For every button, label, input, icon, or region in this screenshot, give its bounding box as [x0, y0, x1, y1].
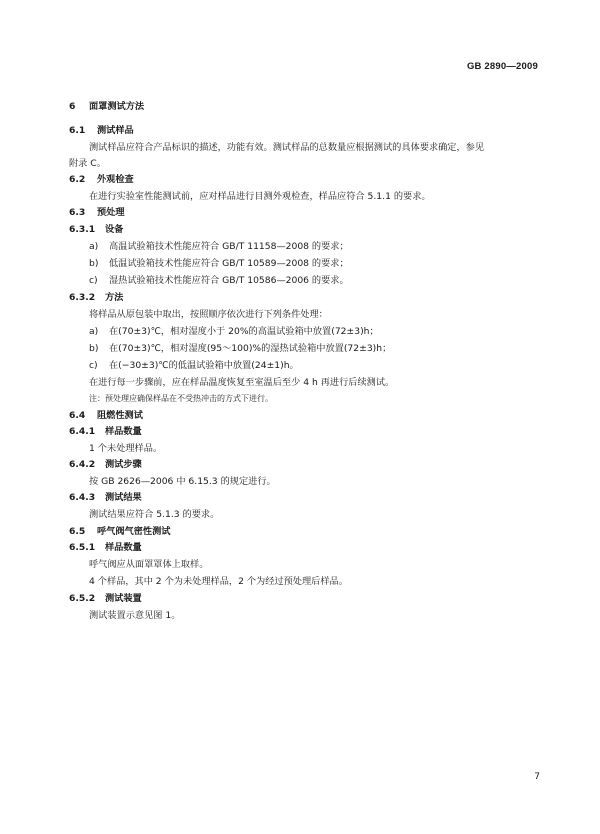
section-6-4-2-text: 按 GB 2626—2006 中 6.15.3 的规定进行。: [89, 476, 276, 487]
section-6-3-heading: 6.3 预处理: [69, 207, 125, 218]
section-6-4-3-heading: 6.4.3 测试结果: [69, 492, 142, 503]
section-6-3-2-intro: 将样品从原包装中取出，按照顺序依次进行下列条件处理：: [89, 309, 328, 320]
section-6-heading: 6 面罩测试方法: [69, 101, 145, 112]
section-6-3-1-heading: 6.3.1 设备: [69, 224, 124, 235]
section-6-4-2-heading: 6.4.2 测试步骤: [69, 459, 142, 470]
list-item: c) 湿热试验箱技术性能应符合 GB/T 10586—2006 的要求。: [89, 275, 349, 286]
list-item: b) 低温试验箱技术性能应符合 GB/T 10589—2008 的要求；: [89, 258, 349, 269]
page-number: 7: [534, 772, 540, 782]
section-6-5-1-text-line-2: 4 个样品，其中 2 个为未处理样品，2 个为经过预处理后样品。: [89, 576, 348, 587]
section-6-5-2-text: 测试装置示意见图 1。: [89, 610, 181, 621]
list-item: a) 在(70±3)℃，相对湿度小于 20%的高温试验箱中放置(72±3)h；: [89, 326, 379, 337]
standard-code-header: GB 2890—2009: [466, 61, 538, 72]
section-6-4-1-text: 1 个未处理样品。: [89, 443, 163, 454]
section-6-3-2-after-text: 在进行每一步骤前，应在样品温度恢复至室温后至少 4 h 再进行后续测试。: [89, 377, 395, 388]
section-6-5-2-heading: 6.5.2 测试装置: [69, 593, 142, 604]
section-6-5-1-text-line-1: 呼气阀应从面罩罩体上取样。: [89, 559, 209, 570]
list-item: c) 在(−30±3)℃的低温试验箱中放置(24±1)h。: [89, 360, 299, 371]
section-6-3-2-note: 注：预处理应确保样品在不受热冲击的方式下进行。: [89, 394, 273, 403]
list-item: a) 高温试验箱技术性能应符合 GB/T 11158—2008 的要求；: [89, 241, 349, 252]
section-6-5-1-heading: 6.5.1 样品数量: [69, 542, 142, 553]
list-item: b) 在(70±3)℃，相对湿度(95～100)%的湿热试验箱中放置(72±3)h；: [89, 343, 392, 354]
section-6-1-text-line-2: 附录 C。: [69, 158, 106, 169]
section-6-4-1-heading: 6.4.1 样品数量: [69, 426, 142, 437]
section-6-3-2-heading: 6.3.2 方法: [69, 292, 124, 303]
section-6-4-3-text: 测试结果应符合 5.1.3 的要求。: [89, 509, 220, 520]
section-6-2-heading: 6.2 外观检查: [69, 174, 134, 185]
section-6-1-heading: 6.1 测试样品: [69, 125, 134, 136]
section-6-1-text-line-1: 测试样品应符合产品标识的描述，功能有效。测试样品的总数量应根据测试的具体要求确定，参见: [89, 142, 485, 153]
section-6-5-heading: 6.5 呼气阀气密性测试: [69, 526, 171, 537]
section-6-4-heading: 6.4 阻燃性测试: [69, 410, 143, 421]
section-6-2-text: 在进行实验室性能测试前，应对样品进行目测外观检查，样品应符合 5.1.1 的要求。: [89, 191, 431, 202]
